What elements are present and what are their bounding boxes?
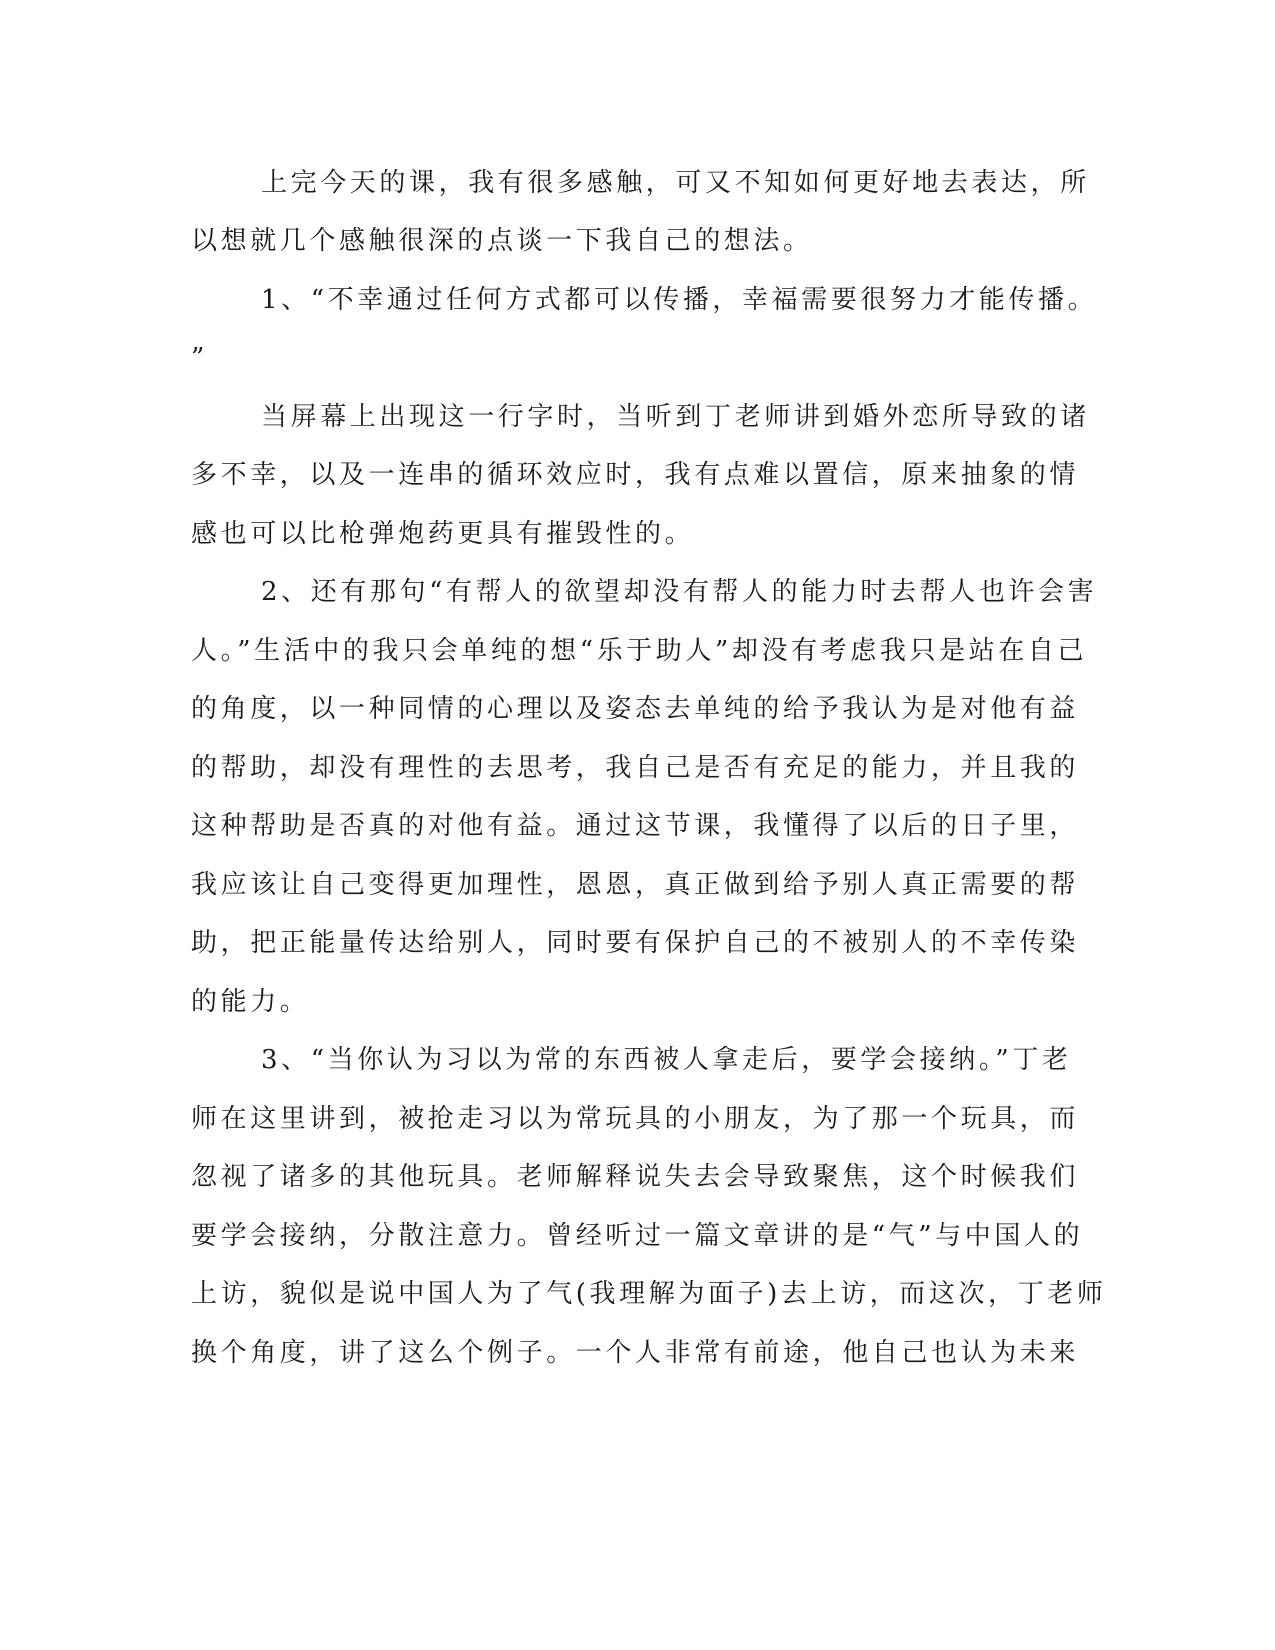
paragraph-line: 以想就几个感触很深的点谈一下我自己的想法。	[191, 226, 813, 256]
paragraph-line: 的能力。	[191, 987, 310, 1017]
paragraph-line: 师在这里讲到，被抢走习以为常玩具的小朋友，为了那一个玩具，而	[191, 1104, 1080, 1134]
paragraph-line: 助，把正能量传达给别人，同时要有保护自己的不被别人的不幸传染	[191, 928, 1080, 958]
paragraph-line: 上访，貌似是说中国人为了气(我理解为面子)去上访，而这次，丁老师	[191, 1279, 1107, 1309]
paragraph-line: 要学会接纳，分散注意力。曾经听过一篇文章讲的是“气”与中国人的	[191, 1221, 1084, 1251]
paragraph-line: 感也可以比枪弹炮药更具有摧毁性的。	[191, 519, 695, 549]
paragraph-line: 的帮助，却没有理性的去思考，我自己是否有充足的能力，并且我的	[191, 753, 1080, 783]
paragraph-line: 我应该让自己变得更加理性，恩恩，真正做到给予别人真正需要的帮	[191, 870, 1080, 900]
paragraph-line: 当屏幕上出现这一行字时，当听到丁老师讲到婚外恋所导致的诸	[261, 402, 1090, 432]
paragraph-line: 多不幸，以及一连串的循环效应时，我有点难以置信，原来抽象的情	[191, 460, 1080, 490]
paragraph-line: ”	[191, 343, 208, 373]
paragraph-line: 这种帮助是否真的对他有益。通过这节课，我懂得了以后的日子里，	[191, 811, 1080, 841]
paragraph-line: 的角度，以一种同情的心理以及姿态去单纯的给予我认为是对他有益	[191, 694, 1080, 724]
paragraph-line: 人。”生活中的我只会单纯的想“乐于助人”却没有考虑我只是站在自己	[191, 636, 1088, 666]
paragraph-line: 换个角度，讲了这么个例子。一个人非常有前途，他自己也认为未来	[191, 1338, 1080, 1368]
paragraph-line: 3、“当你认为习以为常的东西被人拿走后，要学会接纳。”丁老	[261, 1045, 1072, 1075]
paragraph-line: 2、还有那句“有帮人的欲望却没有帮人的能力时去帮人也许会害	[261, 577, 1098, 607]
paragraph-line: 1、“不幸通过任何方式都可以传播，幸福需要很努力才能传播。	[261, 285, 1098, 315]
paragraph-line: 忽视了诸多的其他玩具。老师解释说失去会导致聚焦，这个时候我们	[191, 1162, 1080, 1192]
paragraph-line: 上完今天的课，我有很多感触，可又不知如何更好地去表达，所	[261, 168, 1090, 198]
